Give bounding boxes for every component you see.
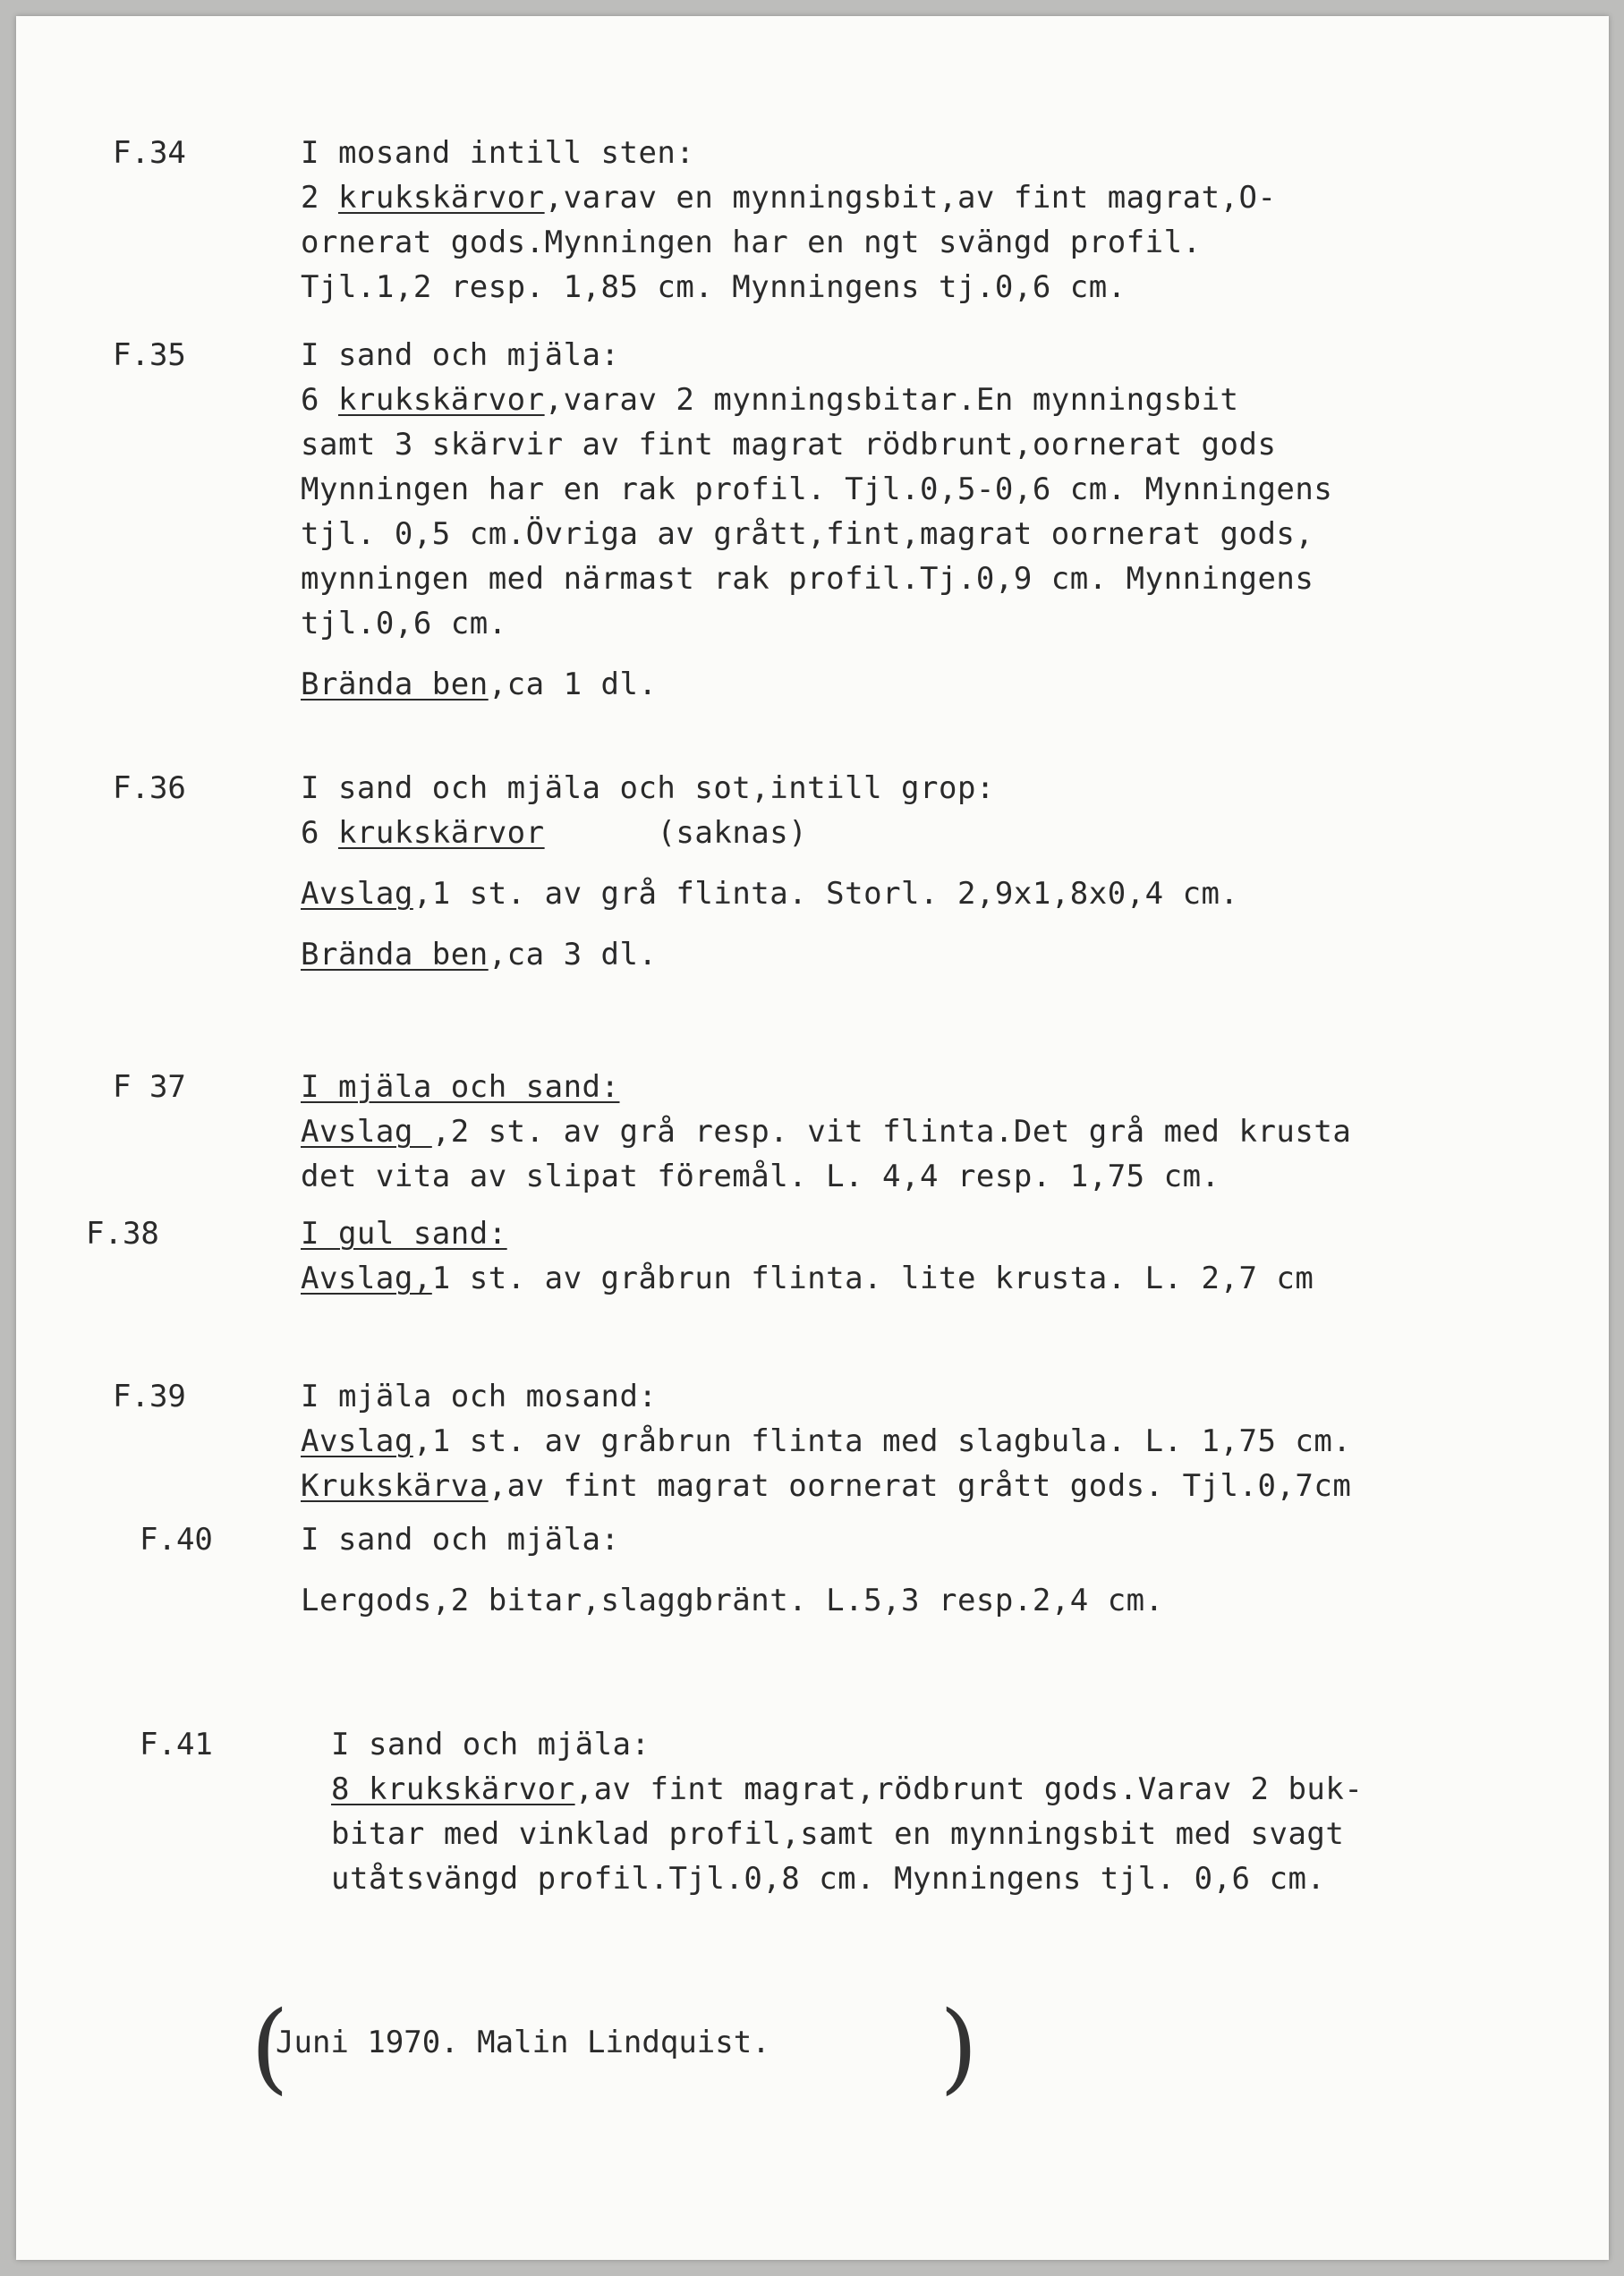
text-segment: utåtsvängd profil.Tjl.0,8 cm. Mynningens tjl. 0,6 cm. [331, 1861, 1326, 1897]
text-segment: (saknas) [544, 815, 808, 851]
text-line [331, 1722, 1609, 1767]
text-segment: ,1 st. av grå flinta. Storl. 2,9x1,8x0,4 cm. [412, 876, 1239, 912]
text-line [301, 766, 1607, 811]
text-segment: I mosand intill sten: [301, 135, 695, 171]
text-segment: ,ca 1 dl. [488, 667, 658, 702]
text-line [301, 871, 1607, 916]
signature-close-paren: ) [940, 1990, 978, 2104]
find-description [331, 1722, 1609, 1901]
text-segment: I sand och mjäla: [301, 1522, 620, 1558]
text-line [301, 131, 1607, 175]
text-line [301, 1374, 1607, 1419]
text-segment: ,1 st. av gråbrun flinta med slagbula. L. 1,75 cm. [412, 1423, 1352, 1459]
signature-line: Juni 1970. Malin Lindquist. [276, 2025, 770, 2060]
text-line [301, 175, 1607, 220]
underlined-term: I gul sand: [301, 1216, 507, 1252]
find-description [301, 1374, 1607, 1508]
find-number: F.40 [140, 1522, 213, 1558]
text-segment: tjl.0,6 cm. [301, 606, 507, 641]
text-line [301, 932, 1607, 977]
text-segment: 6 [301, 815, 338, 851]
text-segment: samt 3 skärvir av fint magrat rödbrunt,oornerat gods [301, 427, 1277, 463]
underlined-term: krukskärvor [337, 815, 545, 851]
text-segment: ,2 st. av grå resp. vit flinta.Det grå med krusta [431, 1114, 1352, 1150]
text-line [301, 220, 1607, 265]
text-line [301, 1065, 1607, 1109]
line-gap [301, 646, 1607, 662]
line-gap [301, 916, 1607, 932]
text-segment: 6 [301, 382, 338, 418]
text-line [301, 333, 1607, 378]
text-line [331, 1856, 1609, 1901]
text-line [301, 556, 1607, 601]
line-gap [301, 855, 1607, 871]
find-number: F.35 [113, 337, 186, 373]
text-segment: Mynningen har en rak profil. Tjl.0,5-0,6 cm. Mynningens [301, 471, 1333, 507]
text-segment: 1 st. av gråbrun flinta. lite krusta. L. 2,7 cm [431, 1261, 1314, 1296]
find-number: F.39 [113, 1379, 186, 1414]
text-segment: Lergods,2 bitar,slaggbränt. L.5,3 resp.2,4 cm. [301, 1583, 1164, 1618]
text-line [301, 1517, 1607, 1562]
underlined-term: Avslag [301, 876, 413, 912]
find-number: F.41 [140, 1727, 213, 1762]
text-segment: I sand och mjäla: [301, 337, 620, 373]
text-line [301, 1464, 1607, 1508]
underlined-term: Avslag [301, 1423, 413, 1459]
underlined-term: Krukskärva [301, 1468, 489, 1504]
text-segment: bitar med vinklad profil,samt en mynningsbit med svagt [331, 1816, 1345, 1852]
underlined-term: Avslag [301, 1114, 432, 1150]
find-number: F.34 [113, 135, 186, 171]
text-line [301, 811, 1607, 855]
text-line [331, 1767, 1609, 1812]
text-line [301, 467, 1607, 512]
underlined-term: 8 krukskärvor [331, 1771, 575, 1807]
text-segment: ,varav 2 mynningsbitar.En mynningsbit [544, 382, 1239, 418]
text-segment: I sand och mjäla och sot,intill grop: [301, 770, 995, 806]
find-description [301, 1517, 1607, 1623]
text-segment: ,varav en mynningsbit,av fint magrat,O- [544, 180, 1277, 216]
underlined-term: Brända ben [301, 937, 489, 972]
line-gap [301, 1562, 1607, 1578]
text-line [301, 1109, 1607, 1154]
text-line [301, 422, 1607, 467]
signature-open-paren: ( [251, 1990, 289, 2104]
text-segment: I sand och mjäla: [331, 1727, 650, 1762]
document-page [16, 16, 1609, 2260]
text-line [301, 601, 1607, 646]
text-line [301, 1211, 1607, 1256]
underlined-term: Avslag, [301, 1261, 432, 1296]
text-line [301, 1419, 1607, 1464]
find-number: F.36 [113, 770, 186, 806]
text-line [301, 662, 1607, 707]
text-segment: ornerat gods.Mynningen har en ngt svängd profil. [301, 225, 1202, 260]
find-number: F 37 [113, 1069, 186, 1105]
find-description [301, 131, 1607, 310]
text-segment: det vita av slipat föremål. L. 4,4 resp. 1,75 cm. [301, 1159, 1220, 1194]
find-description [301, 1211, 1607, 1301]
find-number: F.38 [86, 1216, 159, 1252]
text-line [301, 1578, 1607, 1623]
underlined-term: Brända ben [301, 667, 489, 702]
underlined-term: I mjäla och sand: [301, 1069, 620, 1105]
underlined-term: krukskärvor [337, 382, 545, 418]
find-description [301, 333, 1607, 707]
text-segment: ,ca 3 dl. [488, 937, 658, 972]
find-description [301, 766, 1607, 977]
text-segment: ,av fint magrat,rödbrunt gods.Varav 2 buk- [574, 1771, 1364, 1807]
text-line [301, 1154, 1607, 1199]
text-line [301, 512, 1607, 556]
text-segment: ,av fint magrat oornerat grått gods. Tjl.0,7cm [488, 1468, 1352, 1504]
text-segment: 2 [301, 180, 338, 216]
text-segment: tjl. 0,5 cm.Övriga av grått,fint,magrat oornerat gods, [301, 516, 1314, 552]
text-line [301, 265, 1607, 310]
text-segment: I mjäla och mosand: [301, 1379, 658, 1414]
text-segment: mynningen med närmast rak profil.Tj.0,9 cm. Mynningens [301, 561, 1314, 597]
text-line [301, 378, 1607, 422]
find-description [301, 1065, 1607, 1199]
text-segment: Tjl.1,2 resp. 1,85 cm. Mynningens tj.0,6 cm. [301, 269, 1127, 305]
underlined-term: krukskärvor [337, 180, 545, 216]
text-line [331, 1812, 1609, 1856]
text-line [301, 1256, 1607, 1301]
